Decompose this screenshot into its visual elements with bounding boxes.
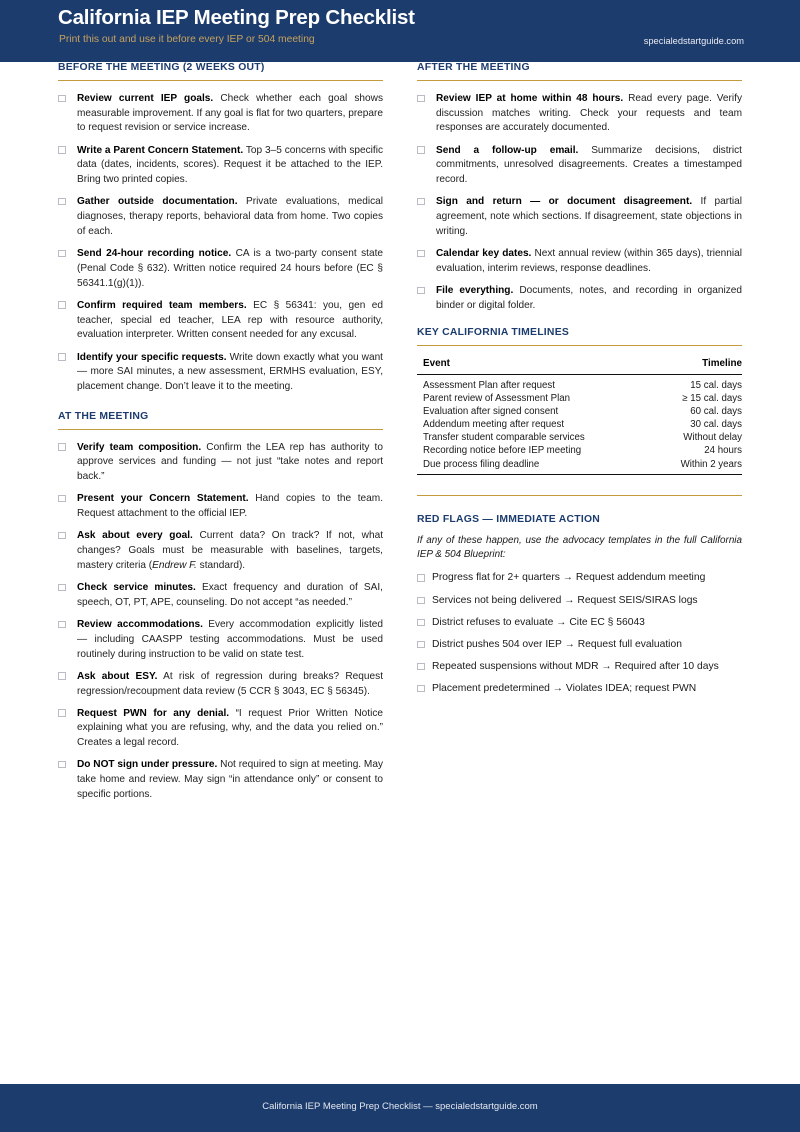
section-before-the-meeting (58, 62, 383, 395)
checklist-at-meeting (58, 441, 383, 803)
item-body: If partial agreement, note which sections. If disagreement, state objections in writing. (436, 196, 742, 237)
list-item[interactable] (417, 594, 742, 609)
item-title: Identify your specific requests. (77, 351, 227, 363)
list-item[interactable] (58, 351, 383, 395)
list-item[interactable] (417, 682, 742, 697)
list-item[interactable] (58, 92, 383, 136)
red-flag-text: District refuses to evaluate → Cite EC § 56043 (432, 616, 645, 628)
item-body: Private evaluations, medical diagnoses, therapy reports, behavioral data from home. Two copies of each. (77, 196, 383, 237)
list-item[interactable] (417, 92, 742, 136)
list-item[interactable] (417, 284, 742, 313)
column-header-event: Event (417, 357, 655, 375)
item-body: CA is a two-party consent state (Penal Code § 632). Written notice required 24 hours before (EC § 56341.1(g)(1)). (77, 248, 383, 289)
checkbox-icon[interactable] (58, 761, 66, 769)
list-item[interactable] (417, 247, 742, 276)
item-body-tail: standard). (196, 559, 246, 571)
item-title: Send a follow-up email. (436, 144, 579, 156)
gold-divider (417, 495, 742, 496)
checkbox-icon[interactable] (58, 353, 66, 361)
list-item[interactable] (417, 144, 742, 188)
item-body: Write down exactly what you want — more SAI minutes, a new assessment, ERMHS evaluation, ESY, placement change. Don’t leave it to the meeting. (77, 351, 383, 392)
cell-event: Parent review of Assessment Plan (423, 392, 570, 404)
footer-text: California IEP Meeting Prep Checklist — specialedstartguide.com (262, 1101, 538, 1112)
cell-timeline: Within 2 years (680, 458, 742, 470)
site-url: specialedstartguide.com (643, 36, 744, 46)
section-after-the-meeting (417, 62, 742, 314)
item-body: Next annual review (within 365 days), triennial evaluation, interim reviews, response deadlines. (436, 248, 742, 274)
red-flag-text: Placement predetermined → Violates IDEA; request PWN (432, 682, 697, 694)
red-flag-text: District pushes 504 over IEP → Request full evaluation (432, 638, 682, 650)
item-title: Review current IEP goals. (77, 93, 214, 104)
checkbox-icon[interactable] (417, 250, 425, 258)
section-at-the-meeting (58, 411, 383, 803)
item-title: Send 24-hour recording notice. (77, 248, 232, 260)
checkbox-icon[interactable] (417, 663, 425, 671)
item-body: Documents, notes, and recording in organized binder or digital folder. (436, 285, 742, 311)
cell-event: Addendum meeting after request (423, 419, 565, 431)
item-title: Confirm required team members. (77, 299, 247, 311)
item-body: Not required to sign at meeting. May take home and review. May sign “in attendance only” or consent to specific portions. (77, 759, 384, 800)
item-body: Summarize decisions, district commitments, unresolved disagreements. Creates a timestamped record. (436, 144, 742, 186)
list-item[interactable] (417, 660, 742, 675)
item-title: Review accommodations. (77, 619, 203, 631)
timelines-table (417, 357, 742, 474)
cell-timeline: 60 cal. days (690, 405, 742, 417)
checkbox-icon[interactable] (58, 250, 66, 258)
item-body: Current data? On track? If not, what changes? Goals must be measurable with baselines, targets, mastery criteria ( (77, 530, 384, 571)
section-heading-red-flags: RED FLAGS — IMMEDIATE ACTION (417, 513, 601, 525)
checkbox-icon[interactable] (417, 619, 425, 627)
checkbox-icon[interactable] (58, 709, 66, 717)
checkbox-icon[interactable] (58, 584, 66, 592)
checkbox-icon[interactable] (417, 685, 425, 693)
red-flag-text: Progress flat for 2+ quarters → Request addendum meeting (432, 572, 706, 584)
item-title: Verify team composition. (77, 441, 202, 453)
section-rule (58, 429, 383, 430)
item-title: Ask about every goal. (77, 530, 193, 542)
cell-event: Assessment Plan after request (423, 379, 555, 391)
item-title: Review IEP at home within 48 hours. (436, 93, 624, 104)
section-rule (417, 80, 742, 81)
page-body (0, 62, 800, 1084)
item-body: Check whether each goal shows measurable improvement. If any goal is flat for two quarters, prepare to request revision or service increase. (77, 93, 383, 134)
item-title: Write a Parent Concern Statement. (77, 144, 244, 156)
section-rule (58, 80, 383, 81)
cell-timeline: Without delay (683, 432, 742, 444)
checkbox-icon[interactable] (417, 198, 425, 206)
cell-timeline: ≥ 15 cal. days (682, 392, 742, 404)
table-row (417, 374, 742, 392)
section-heading-at-meeting: AT THE MEETING (58, 410, 149, 422)
section-heading-before: BEFORE THE MEETING (2 WEEKS OUT) (58, 62, 265, 73)
list-item[interactable] (58, 247, 383, 291)
checklist-after (417, 92, 742, 314)
list-item[interactable] (417, 195, 742, 239)
list-item[interactable] (417, 616, 742, 631)
checkbox-icon[interactable] (58, 301, 66, 309)
section-key-timelines (417, 327, 742, 496)
list-item[interactable] (58, 618, 383, 662)
checkbox-icon[interactable] (58, 443, 66, 451)
list-item[interactable] (417, 571, 742, 586)
item-title: Check service minutes. (77, 582, 196, 594)
cell-timeline: 15 cal. days (690, 379, 742, 391)
list-item[interactable] (58, 707, 383, 751)
item-title: Gather outside documentation. (77, 196, 238, 208)
red-flags-list (417, 571, 742, 696)
item-body: Exact frequency and duration of SAI, speech, OT, PT, APE, counseling. Do not accept “as needed.” (77, 582, 383, 608)
checkbox-icon[interactable] (417, 146, 425, 154)
checkbox-icon[interactable] (417, 287, 425, 295)
table-row (417, 431, 742, 444)
table-row (417, 405, 742, 418)
item-title: Calendar key dates. (436, 248, 532, 260)
list-item[interactable] (58, 144, 383, 188)
red-flag-text: Services not being delivered → Request SEIS/SIRAS logs (432, 594, 698, 606)
table-header-row (417, 357, 742, 375)
checklist-before (58, 92, 383, 395)
left-column (58, 62, 383, 810)
page-footer-band (0, 1084, 800, 1132)
list-item[interactable] (58, 529, 383, 573)
item-body: “I request Prior Written Notice explaining what you are refusing, why, and the data you relied on.” Creates a legal record. (77, 707, 383, 749)
page-title: California IEP Meeting Prep Checklist (58, 6, 415, 29)
cell-timeline: 30 cal. days (690, 419, 742, 431)
item-body: Read every page. Verify discussion matches writing. Check your requests and team responses are accurately documented. (436, 93, 742, 134)
list-item[interactable] (58, 195, 383, 239)
section-heading-timelines: KEY CALIFORNIA TIMELINES (417, 326, 570, 338)
item-body: Every accommodation explicitly listed — including CAASPP testing accommodations. Must be used routinely during instruction to be valid on state test. (77, 619, 383, 660)
list-item[interactable] (58, 299, 383, 343)
list-item[interactable] (58, 581, 383, 610)
item-body: EC § 56341: you, gen ed teacher, special ed teacher, LEA rep with resource authority, evaluation interpreter. Written consent needed for any excusal. (77, 299, 383, 341)
page-subtitle: Print this out and use it before every IEP or 504 meeting (59, 34, 315, 45)
list-item[interactable] (417, 638, 742, 653)
item-body: Hand copies to the team. Request attachment to the official IEP. (77, 493, 384, 520)
table-bottom-rule (417, 474, 742, 475)
item-body-italic: Endrew F. (152, 559, 197, 571)
checkbox-icon[interactable] (58, 672, 66, 680)
checkbox-icon[interactable] (417, 597, 425, 605)
section-rule (417, 345, 742, 346)
item-title: File everything. (436, 285, 514, 297)
item-title: Present your Concern Statement. (77, 493, 249, 505)
item-title: Do NOT sign under pressure. (77, 759, 218, 771)
table-row (417, 392, 742, 405)
page-header-band (0, 0, 800, 62)
item-body: At risk of regression during breaks? Request regression/recoupment data review (5 CCR § 3043, EC § 56345). (77, 670, 383, 697)
checkbox-icon[interactable] (58, 621, 66, 629)
checkbox-icon[interactable] (58, 495, 66, 503)
checkbox-icon[interactable] (417, 574, 425, 582)
item-title: Ask about ESY. (77, 670, 158, 682)
item-title: Sign and return — or document disagreement. (436, 196, 693, 208)
item-body: Confirm the LEA rep has authority to approve services and funding — not just “take notes and report back.” (77, 441, 383, 483)
red-flags-intro: If any of these happen, use the advocacy templates in the full California IEP & 504 Blueprint: (417, 534, 742, 561)
cell-event: Transfer student comparable services (423, 432, 585, 444)
column-header-timeline: Timeline (655, 357, 742, 375)
section-heading-after: AFTER THE MEETING (417, 62, 530, 73)
item-title: Request PWN for any denial. (77, 707, 230, 719)
checkbox-icon[interactable] (417, 641, 425, 649)
checkbox-icon[interactable] (58, 146, 66, 154)
checkbox-icon[interactable] (417, 95, 425, 103)
list-item[interactable] (58, 492, 383, 521)
checkbox-icon[interactable] (58, 198, 66, 206)
cell-event: Recording notice before IEP meeting (423, 445, 582, 457)
cell-timeline: 24 hours (704, 445, 742, 457)
red-flag-text: Repeated suspensions without MDR → Required after 10 days (432, 660, 719, 672)
cell-event: Due process filing deadline (423, 458, 540, 470)
table-row (417, 444, 742, 457)
list-item[interactable] (58, 441, 383, 485)
timelines-table-wrapper (417, 357, 742, 475)
checkbox-icon[interactable] (58, 95, 66, 103)
right-column (417, 62, 742, 704)
list-item[interactable] (58, 758, 383, 802)
table-row (417, 458, 742, 474)
item-body: Top 3–5 concerns with specific data (dates, incidents, scores). Request it be attached to the IEP. Bring two printed copies. (77, 144, 384, 186)
list-item[interactable] (58, 670, 383, 699)
cell-event: Evaluation after signed consent (423, 405, 559, 417)
table-row (417, 418, 742, 431)
checkbox-icon[interactable] (58, 532, 66, 540)
section-red-flags (417, 514, 742, 697)
